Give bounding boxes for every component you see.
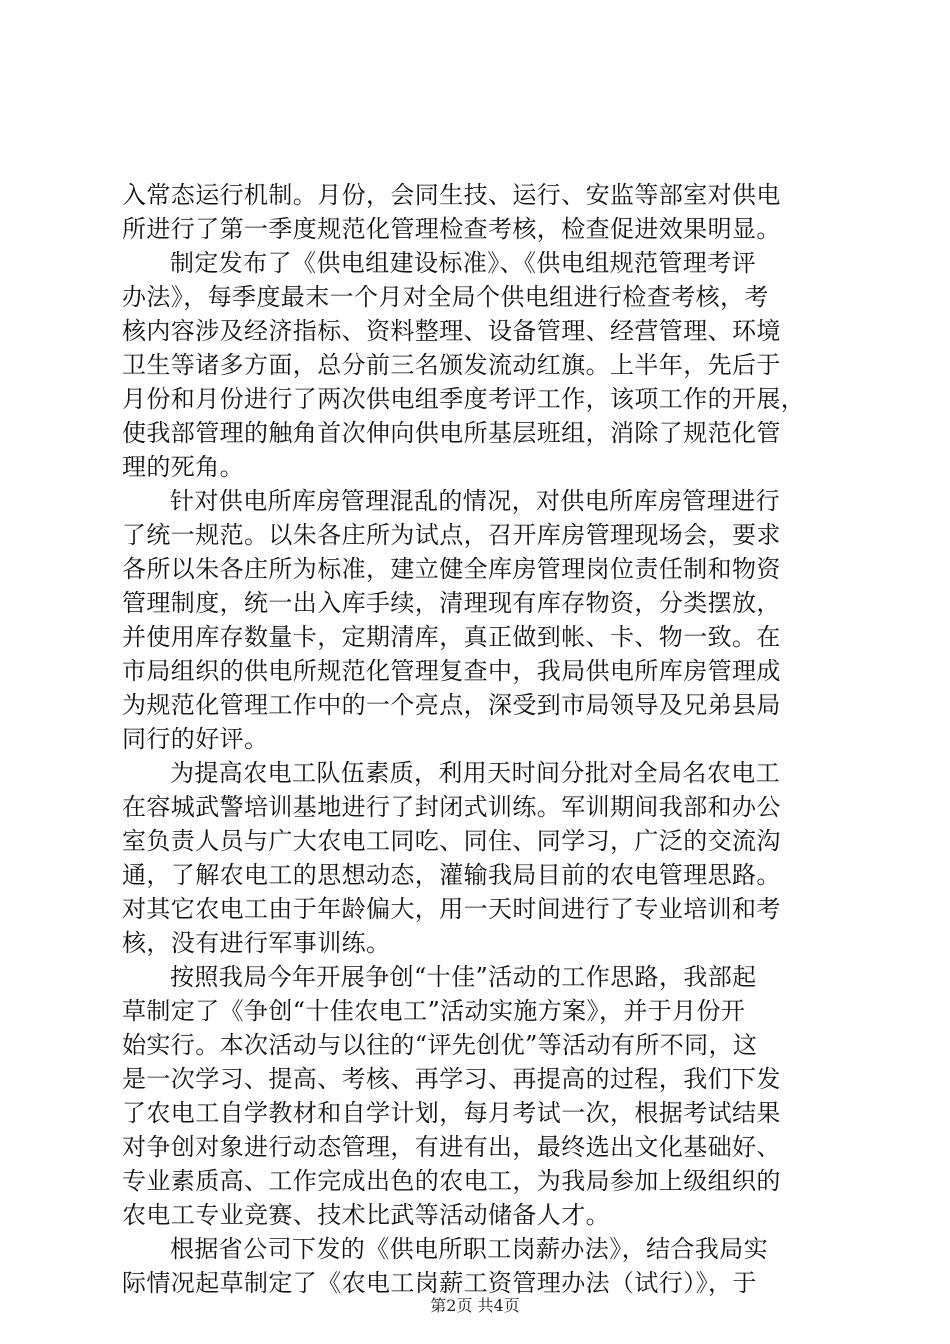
text-line: 核内容涉及经济指标、资料整理、设备管理、经营管理、环境: [122, 317, 781, 345]
paragraph: [122, 178, 832, 246]
text-line: 是一次学习、提高、考核、再学习、再提高的过程，我们下发: [122, 1065, 781, 1093]
text-line: 同行的好评。: [122, 725, 269, 753]
paragraph: [122, 1232, 832, 1300]
body-text: [122, 178, 832, 1300]
text-line: 所进行了第一季度规范化管理检查考核，检查促进效果明显。: [122, 215, 781, 243]
text-line: 了统一规范。以朱各庄所为试点，召开库房管理现场会，要求: [122, 521, 781, 549]
text-line: 际情况起草制定了《农电工岗薪工资管理办法（试行）》，于: [122, 1269, 757, 1297]
text-line: 根据省公司下发的《供电所职工岗薪办法》，结合我局实: [170, 1235, 768, 1263]
text-line: 专业素质高、工作完成出色的农电工，为我局参加上级组织的: [122, 1167, 781, 1195]
text-line: 草制定了《争创“十佳农电工”活动实施方案》，并于月份开: [122, 997, 746, 1025]
paragraph: [122, 246, 832, 484]
text-line: 制定发布了《供电组建设标准》、《供电组规范管理考评: [170, 249, 756, 277]
text-line: 并使用库存数量卡，定期清库，真正做到帐、卡、物一致。在: [122, 623, 781, 651]
text-line: 市局组织的供电所规范化管理复查中，我局供电所库房管理成: [122, 657, 781, 685]
text-line: 入常态运行机制。月份，会同生技、运行、安监等部室对供电: [122, 181, 781, 209]
text-line: 农电工专业竞赛、技术比武等活动储备人才。: [122, 1201, 610, 1229]
text-line: 管理制度，统一出入库手续，清理现有库存物资，分类摆放，: [122, 589, 781, 617]
text-line: 对其它农电工由于年龄偏大，用一天时间进行了专业培训和考: [122, 895, 781, 923]
text-line: 理的死角。: [122, 453, 244, 481]
text-line: 通，了解农电工的思想动态，灌输我局目前的农电管理思路。: [122, 861, 781, 889]
text-line: 核，没有进行军事训练。: [122, 929, 391, 957]
text-line: 对争创对象进行动态管理，有进有出，最终选出文化基础好、: [122, 1133, 781, 1161]
text-line: 月份和月份进行了两次供电组季度考评工作，该项工作的开展，: [122, 385, 806, 413]
paragraph: [122, 960, 832, 1232]
paragraph: [122, 484, 832, 756]
text-line: 为规范化管理工作中的一个亮点，深受到市局领导及兄弟县局: [122, 691, 781, 719]
text-line: 针对供电所库房管理混乱的情况，对供电所库房管理进行: [170, 487, 780, 515]
text-line: 按照我局今年开展争创“十佳”活动的工作思路，我部起: [170, 963, 757, 991]
paragraph: [122, 756, 832, 960]
text-line: 了农电工自学教材和自学计划，每月考试一次，根据考试结果: [122, 1099, 781, 1127]
text-line: 为提高农电工队伍素质，利用天时间分批对全局名农电工: [170, 759, 780, 787]
text-line: 室负责人员与广大农电工同吃、同住、同学习，广泛的交流沟: [122, 827, 781, 855]
text-line: 始实行。本次活动与以往的“评先创优”等活动有所不同，这: [122, 1031, 758, 1059]
text-line: 卫生等诸多方面，总分前三名颁发流动红旗。上半年，先后于: [122, 351, 781, 379]
text-line: 在容城武警培训基地进行了封闭式训练。军训期间我部和办公: [122, 793, 781, 821]
text-line: 使我部管理的触角首次伸向供电所基层班组，消除了规范化管: [122, 419, 781, 447]
page-footer: 第2页 共4页: [430, 1296, 520, 1315]
text-line: 办法》，每季度最末一个月对全局个供电组进行检查考核，考: [122, 283, 769, 311]
text-line: 各所以朱各庄所为标准，建立健全库房管理岗位责任制和物资: [122, 555, 781, 583]
